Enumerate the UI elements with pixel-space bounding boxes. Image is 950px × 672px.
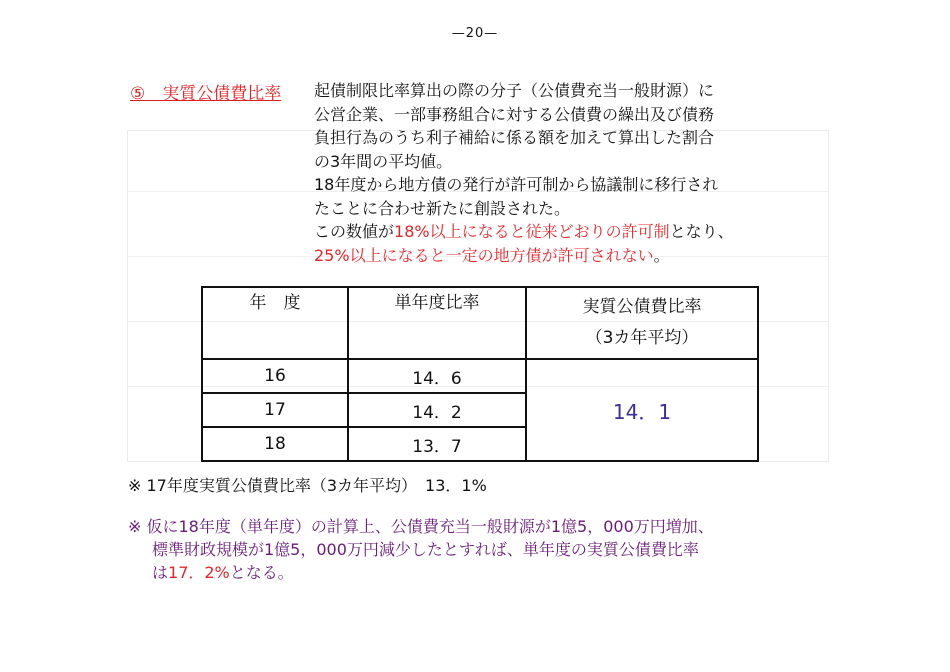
desc-text: 。 — [653, 245, 670, 265]
desc-line: 18年度から地方債の発行が許可制から協議制に移行され — [314, 175, 719, 194]
header-real-debt-ratio — [526, 287, 758, 359]
section-heading: ⑤ 実質公債費比率 — [130, 84, 282, 104]
note-text: となる。 — [229, 563, 294, 582]
ratio-table — [201, 286, 759, 462]
desc-highlight: 25%以上になると一定の地方債が許可されない — [314, 245, 654, 265]
note-2005-ratio: ※ 17年度実質公債費比率（3カ年平均） 13．1% — [128, 476, 487, 495]
desc-line: 負担行為のうち利子補給に係る額を加えて算出した割合 — [314, 128, 715, 147]
desc-highlight: 18%以上になると従来どおりの許可制 — [394, 222, 670, 241]
note-highlight: 17．2% — [168, 563, 230, 582]
table-row — [202, 359, 758, 393]
desc-line — [314, 220, 814, 244]
cell-value: 13．7 — [348, 427, 526, 461]
header-year: 年 度 — [202, 287, 348, 359]
note-line: ※ 仮に18年度（単年度）の計算上、公債費充当一般財源が1億5，000万円増加、 — [128, 517, 714, 536]
section-description — [314, 79, 814, 267]
desc-text: この数値が — [314, 222, 395, 241]
table-header-row — [202, 287, 758, 359]
cell-average: 14．1 — [526, 359, 758, 461]
desc-line — [314, 244, 814, 268]
header-single-year-ratio: 単年度比率 — [348, 287, 526, 359]
cell-year: 18 — [202, 427, 348, 461]
note-line — [128, 561, 714, 584]
header-ratio-line2: （3カ年平均） — [585, 328, 699, 348]
cell-year: 16 — [202, 359, 348, 393]
cell-year: 17 — [202, 393, 348, 427]
desc-line: 公営企業、一部事務組合に対する公債費の繰出及び債務 — [314, 104, 715, 124]
desc-line: の3年間の平均値。 — [314, 151, 453, 171]
cell-value: 14．6 — [348, 359, 526, 393]
note-line: 標準財政規模が1億5，000万円減少したとすれば、単年度の実質公債費比率 — [152, 540, 699, 559]
desc-line: たことに合わせ新たに創設された。 — [314, 198, 571, 218]
note-hypothetical — [128, 515, 714, 584]
desc-line: 起債制限比率算出の際の分子（公債費充当一般財源）に — [314, 81, 715, 100]
cell-value: 14．2 — [348, 393, 526, 427]
desc-text: となり、 — [669, 222, 734, 241]
note-text: は — [152, 563, 169, 582]
page-number: —20— — [451, 26, 499, 41]
header-ratio-line1: 実質公債費比率 — [582, 297, 702, 317]
